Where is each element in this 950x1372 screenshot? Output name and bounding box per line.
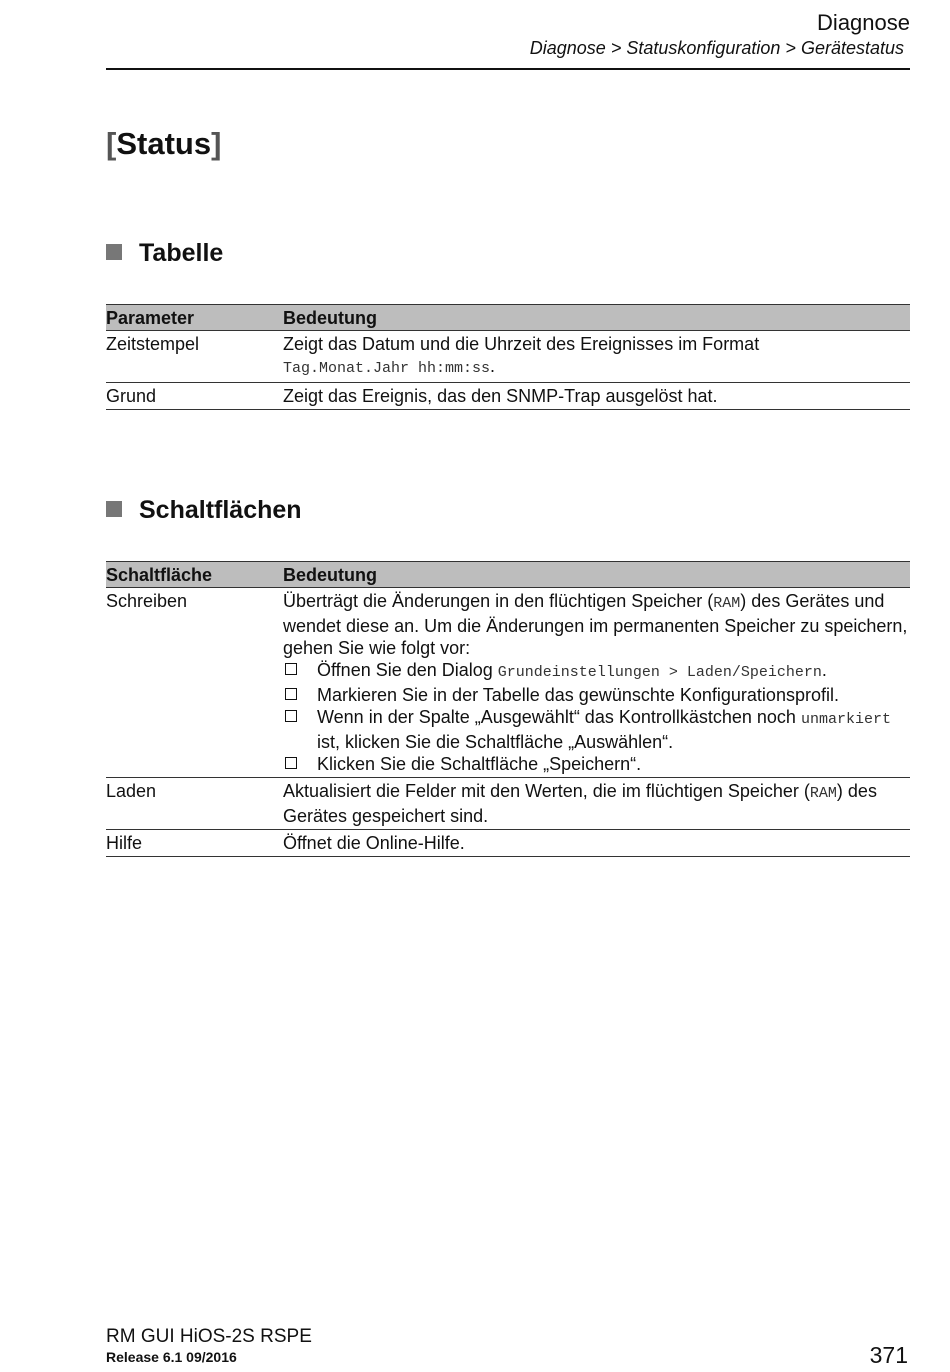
format-code: Tag.Monat.Jahr hh:mm:ss (283, 360, 491, 377)
table-row (106, 778, 910, 830)
button-description: Öffnet die Online-Hilfe. (283, 830, 910, 857)
table-row (106, 383, 910, 410)
title-bracket-open: [ (106, 126, 117, 161)
description-text: Überträgt die Änderungen in den flüchtigen Speicher ( (283, 591, 714, 611)
column-header-bedeutung: Bedeutung (283, 305, 910, 331)
parameter-table (106, 304, 910, 410)
table-header-row (106, 305, 910, 331)
page-title (106, 124, 221, 164)
step-text: Wenn in der Spalte „Ausgewählt“ das Kontrollkästchen noch (317, 707, 801, 727)
checkbox-bullet-icon (285, 663, 297, 675)
step-end: . (821, 660, 827, 680)
section-heading-tabelle (106, 238, 223, 268)
page-title-text: Status (116, 126, 212, 161)
page-number: 371 (869, 1342, 908, 1368)
checkbox-bullet-icon (285, 710, 297, 722)
description-end: . (490, 356, 496, 376)
checkbox-bullet-icon (285, 757, 297, 769)
section-heading-text: Schaltflächen (139, 496, 302, 524)
parameter-name: Zeitstempel (106, 331, 283, 383)
column-header-parameter: Parameter (106, 305, 283, 331)
button-name: Hilfe (106, 830, 283, 857)
list-item (283, 753, 910, 775)
release-info: Release 6.1 09/2016 (106, 1349, 237, 1365)
square-bullet-icon (106, 501, 122, 517)
parameter-description: Zeigt das Ereignis, das den SNMP-Trap ausgelöst hat. (283, 383, 910, 410)
state-code: unmarkiert (800, 711, 891, 728)
table-row (106, 588, 910, 778)
button-description (283, 588, 910, 778)
table-header-row (106, 562, 910, 588)
step-end: ist, klicken Sie die Schaltfläche „Auswählen“. (317, 732, 674, 752)
list-item (283, 684, 910, 706)
buttons-table (106, 561, 910, 857)
list-item (283, 659, 910, 684)
step-list (283, 659, 910, 775)
description-text: ) des Gerätes und wendet diese an. Um die Änderungen im permanenten Speicher zu speichern, gehen Sie wie folgt vor: (283, 591, 908, 658)
step-text: Öffnen Sie den Dialog (317, 660, 498, 680)
column-header-schaltflaeche: Schaltfläche (106, 562, 283, 588)
description-text: ) des Gerätes gespeichert sind. (283, 781, 877, 826)
button-description (283, 778, 910, 830)
parameter-description (283, 331, 910, 383)
document-title: RM GUI HiOS-2S RSPE (106, 1326, 312, 1347)
ram-code: RAM (713, 595, 741, 612)
list-item (283, 706, 910, 753)
breadcrumb: Diagnose > Statuskonfiguration > Gerätestatus (529, 38, 904, 58)
chapter-title: Diagnose (817, 10, 910, 35)
section-heading-schaltflaechen (106, 495, 302, 525)
step-text: Markieren Sie in der Tabelle das gewünschte Konfigurationsprofil. (317, 685, 839, 705)
ram-code: RAM (809, 785, 837, 802)
checkbox-bullet-icon (285, 688, 297, 700)
dialog-path-code: Grundeinstellungen > Laden/Speichern (497, 664, 822, 681)
step-text: Klicken Sie die Schaltfläche „Speichern“. (317, 754, 642, 774)
section-heading-text: Tabelle (139, 239, 224, 267)
table-row (106, 331, 910, 383)
column-header-bedeutung: Bedeutung (283, 562, 910, 588)
title-bracket-close: ] (211, 126, 222, 161)
description-text: Aktualisiert die Felder mit den Werten, die im flüchtigen Speicher ( (283, 781, 810, 801)
button-name: Schreiben (106, 588, 283, 778)
button-name: Laden (106, 778, 283, 830)
description-text: Zeigt das Datum und die Uhrzeit des Ereignisses im Format (283, 334, 760, 354)
table-row (106, 830, 910, 857)
parameter-name: Grund (106, 383, 283, 410)
square-bullet-icon (106, 244, 122, 260)
header-divider (106, 68, 910, 70)
